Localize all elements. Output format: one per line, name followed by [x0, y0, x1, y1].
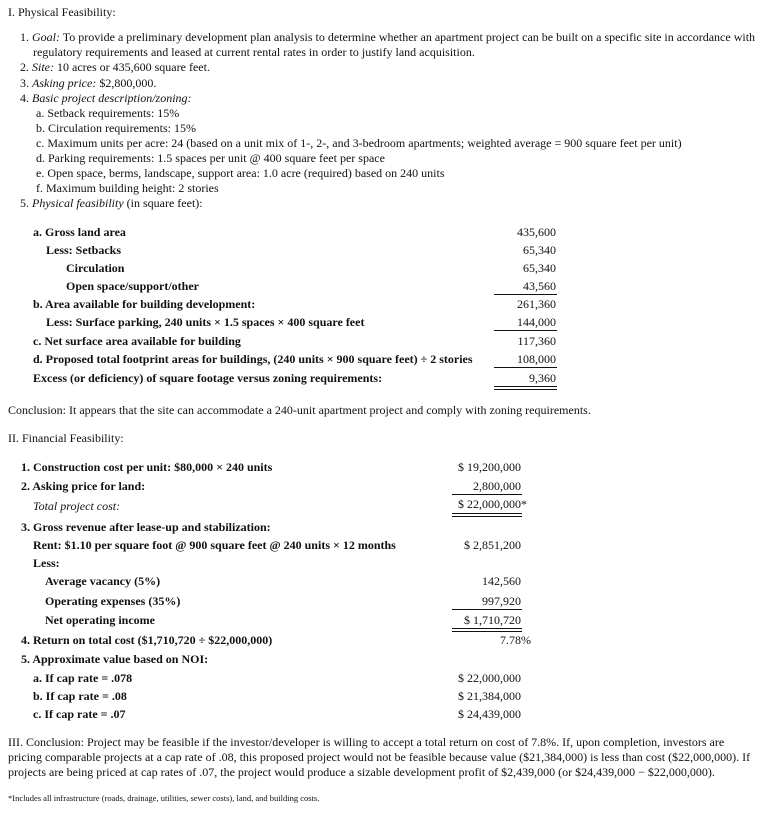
- fin-row-value: $ 22,000,000*: [458, 497, 527, 511]
- zoning-item: a. Setback requirements: 15%: [36, 106, 180, 120]
- basic-label: Basic project description/zoning:: [32, 91, 192, 105]
- table-row-label: Excess (or deficiency) of square footage versus zoning requirements:: [33, 371, 383, 385]
- fin-row-label: 1. Construction cost per unit: $80,000 × 240 units: [21, 460, 273, 474]
- fin-row-value: $ 22,000,000: [458, 671, 521, 685]
- table-row-label: Less: Setbacks: [46, 243, 122, 257]
- pf-number: 5.: [20, 196, 29, 210]
- table-row-value: 43,560: [523, 279, 556, 293]
- site-item: [20, 60, 210, 74]
- fin-row-value: 2,800,000: [473, 479, 521, 493]
- goal-number: 1.: [20, 30, 29, 44]
- site-text: 10 acres or 435,600 square feet.: [57, 60, 210, 74]
- table-row-value: 261,360: [517, 297, 556, 311]
- goal-item: [20, 30, 755, 44]
- total-double-rule: [452, 516, 522, 517]
- total-double-rule: [452, 628, 522, 629]
- table-row-label: Circulation: [66, 261, 125, 275]
- table-row-value: 9,360: [529, 371, 556, 385]
- table-row-label: Open space/support/other: [66, 279, 200, 293]
- fin-row-label: b. If cap rate = .08: [33, 689, 127, 703]
- fin-row-label: Less:: [33, 556, 60, 570]
- table-row-label: c. Net surface area available for building: [33, 334, 241, 348]
- zoning-item: c. Maximum units per acre: 24 (based on a unit mix of 1-, 2-, and 3-bedroom apartments; weighted average = 900 square feet per unit): [36, 136, 682, 150]
- section-heading-physical: I. Physical Feasibility:: [8, 5, 116, 19]
- fin-row-value: 7.78%: [500, 633, 531, 647]
- total-double-rule: [494, 386, 557, 387]
- fin-row-label: 5. Approximate value based on NOI:: [21, 652, 209, 666]
- fin-row-value: 997,920: [482, 594, 521, 608]
- fin-row-label: 3. Gross revenue after lease-up and stabilization:: [21, 520, 271, 534]
- table-row-value: 65,340: [523, 261, 556, 275]
- fin-row-value: $ 21,384,000: [458, 689, 521, 703]
- conclusion-line: projects are being priced at cap rates of .07, the project would produce a sizable development profit of $2,439,000 (or $24,439,000 − $22,000,000).: [8, 765, 715, 779]
- site-label: Site:: [32, 60, 54, 74]
- footnote: *Includes all infrastructure (roads, drainage, utilities, sewer costs), land, and building costs.: [8, 793, 320, 803]
- total-double-rule: [452, 631, 522, 632]
- zoning-item: e. Open space, berms, landscape, support area: 1.0 acre (required) based on 240 units: [36, 166, 445, 180]
- fin-row-label: a. If cap rate = .078: [33, 671, 133, 685]
- table-row-label: d. Proposed total footprint areas for buildings, (240 units × 900 square feet) ÷ 2 stories: [33, 352, 473, 366]
- table-row-label: b. Area available for building development:: [33, 297, 256, 311]
- conclusion-line: III. Conclusion: Project may be feasible if the investor/developer is willing to accept a total return on cost of 7.8%. If, upon completion, investors are: [8, 735, 725, 749]
- subtotal-rule: [494, 330, 557, 331]
- asking-label: Asking price:: [32, 76, 97, 90]
- physical-conclusion: Conclusion: It appears that the site can accommodate a 240-unit apartment project and comply with zoning requirements.: [8, 403, 591, 417]
- fin-row-value: 142,560: [482, 574, 521, 588]
- zoning-item: f. Maximum building height: 2 stories: [36, 181, 219, 195]
- fin-row-value: $ 1,710,720: [464, 613, 521, 627]
- fin-row-label: Average vacancy (5%): [45, 574, 161, 588]
- site-number: 2.: [20, 60, 29, 74]
- basic-number: 4.: [20, 91, 29, 105]
- fin-row-label: Total project cost:: [33, 499, 121, 513]
- fin-row-value: $ 24,439,000: [458, 707, 521, 721]
- zoning-item: d. Parking requirements: 1.5 spaces per unit @ 400 square feet per space: [36, 151, 385, 165]
- table-row-value: 108,000: [517, 352, 556, 366]
- fin-row-label: Net operating income: [45, 613, 155, 627]
- physical-feasibility-item: [20, 196, 203, 210]
- fin-row-value: $ 19,200,000: [458, 460, 521, 474]
- goal-text: To provide a preliminary development plan analysis to determine whether an apartment project can be built on a specific site in accordance with: [62, 30, 756, 44]
- conclusion-line: pricing comparable projects at a cap rate of .08, this proposed project would not be feasible because value ($21,384,000) is less than cost ($22,000,000). If: [8, 750, 751, 764]
- subtotal-rule: [494, 367, 557, 368]
- subtotal-rule: [452, 494, 522, 495]
- goal-text-continued: regulatory requirements and leased at current rental rates in order to justify land acquisition.: [33, 45, 475, 59]
- basic-description-item: [20, 91, 192, 105]
- total-double-rule: [452, 513, 522, 514]
- fin-row-label: 4. Return on total cost ($1,710,720 ÷ $22,000,000): [21, 633, 273, 647]
- pf-suffix: (in square feet):: [126, 196, 203, 210]
- fin-row-label: 2. Asking price for land:: [21, 479, 146, 493]
- asking-text: $2,800,000.: [99, 76, 157, 90]
- fin-row-label: c. If cap rate = .07: [33, 707, 126, 721]
- zoning-item: b. Circulation requirements: 15%: [36, 121, 196, 135]
- fin-row-label: Operating expenses (35%): [45, 594, 181, 608]
- asking-number: 3.: [20, 76, 29, 90]
- table-row-value: 117,360: [517, 334, 556, 348]
- asking-price-item: [20, 76, 156, 90]
- table-row-value: 435,600: [517, 225, 556, 239]
- fin-row-label: Rent: $1.10 per square foot @ 900 square feet @ 240 units × 12 months: [33, 538, 396, 552]
- table-row-label: a. Gross land area: [33, 225, 126, 239]
- table-row-value: 65,340: [523, 243, 556, 257]
- table-row-label: Less: Surface parking, 240 units × 1.5 spaces × 400 square feet: [46, 315, 365, 329]
- table-row-value: 144,000: [517, 315, 556, 329]
- section-heading-financial: II. Financial Feasibility:: [8, 431, 124, 445]
- total-double-rule: [494, 389, 557, 390]
- subtotal-rule: [494, 294, 557, 295]
- goal-label: Goal:: [32, 30, 60, 44]
- pf-label: Physical feasibility: [32, 196, 124, 210]
- fin-row-value: $ 2,851,200: [464, 538, 521, 552]
- subtotal-rule: [452, 609, 522, 610]
